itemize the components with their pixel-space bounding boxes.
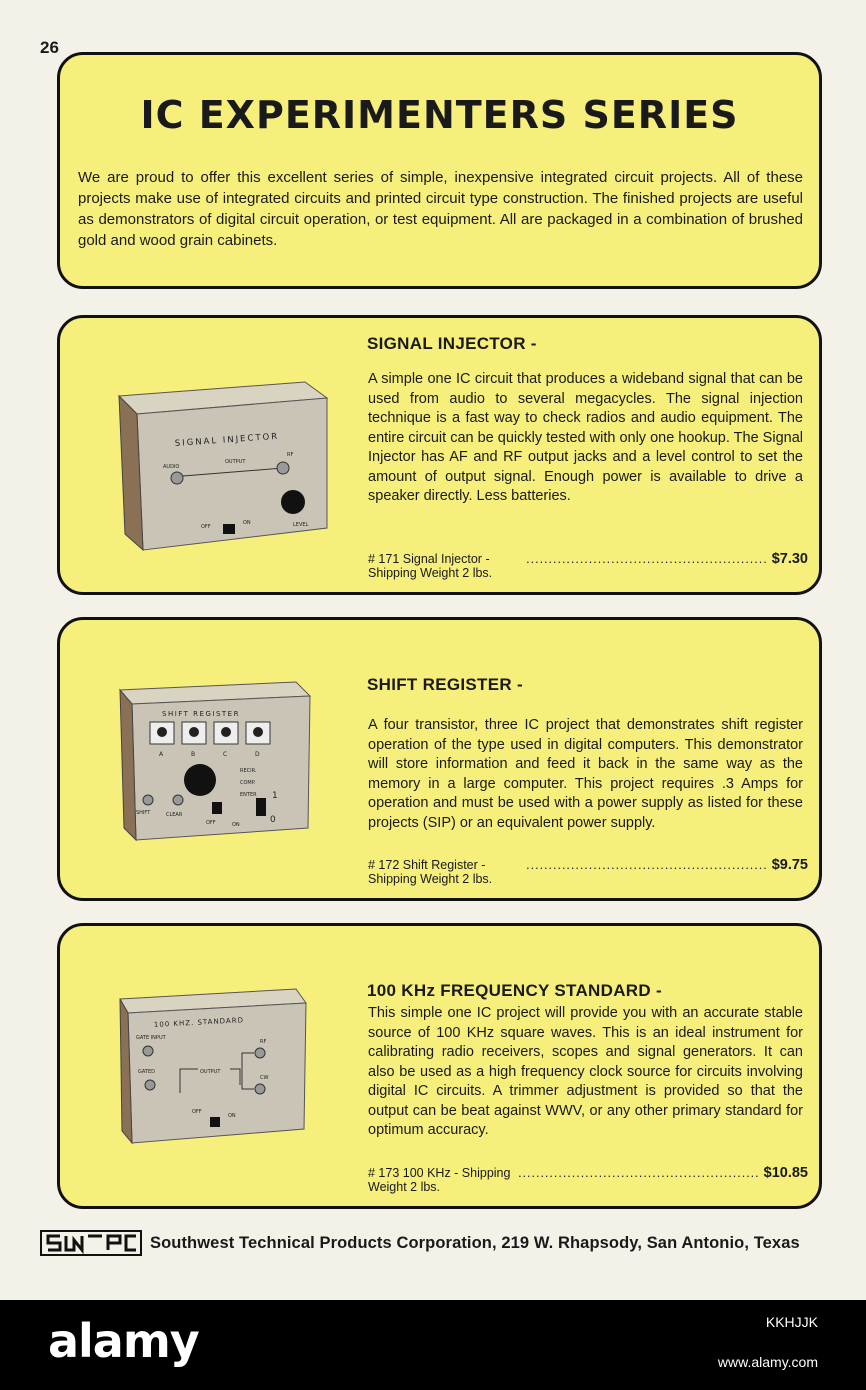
svg-text:OUTPUT: OUTPUT <box>225 459 246 465</box>
svg-text:OUTPUT: OUTPUT <box>200 1069 221 1075</box>
page-number: 26 <box>40 38 59 57</box>
svg-text:ON: ON <box>243 520 251 526</box>
svg-text:RECIR.: RECIR. <box>240 768 257 774</box>
product-description: This simple one IC project will provide you with an accurate stable source of 100 KHz square waves. This is an ideal instrument for calibrating radio receivers, scopes and signal generators. It can also be used as a high frequency clock source for circuits involving digital IC circuits. A trimmer adjustment is provided so that the output can be beat against WWV, or any other primary standard for optimum accuracy. <box>368 1005 803 1138</box>
signal-injector-photo <box>115 368 331 554</box>
product-card-frequency-standard <box>57 923 822 1209</box>
order-line <box>368 857 808 886</box>
svg-text:C: C <box>223 751 228 758</box>
svg-text:LEVEL: LEVEL <box>293 522 309 528</box>
product-title: SIGNAL INJECTOR - <box>367 334 537 353</box>
product-description: A simple one IC circuit that produces a wideband signal that can be used from audio to several megacycles. The signal injection technique is a fast way to check radios and audio equipment. The entire circuit can be quickly tested with only one hookup. The Signal Injector has AF and RF output jacks and a level control to set the amount of output signal. Enough power is available to drive a speaker directly. Less batteries. <box>368 371 803 504</box>
svg-text:CW: CW <box>260 1075 269 1081</box>
product-card-shift-register <box>57 617 822 901</box>
leader-dots: ...................................................... <box>518 1166 760 1180</box>
alamy-logo: alamy <box>48 1314 199 1368</box>
footer <box>40 1226 830 1260</box>
price: $7.30 <box>771 551 808 567</box>
intro-text: We are proud to offer this excellent series of simple, inexpensive integrated circuit projects. All of these projects make use of integrated circuits and printed circuit type construction. The finished projects are useful as demonstrators of digital circuit operation, or test equipment. All are packaged in a combination of brushed gold and wood grain cabinets. <box>78 169 803 249</box>
svg-text:COMP.: COMP. <box>240 780 256 786</box>
svg-text:SHIFT: SHIFT <box>136 810 151 816</box>
shift-register-photo <box>120 668 314 844</box>
intro-panel <box>57 52 822 289</box>
svg-text:RF: RF <box>260 1039 267 1045</box>
price: $10.85 <box>763 1165 808 1181</box>
svg-text:1: 1 <box>272 791 278 801</box>
frequency-standard-photo <box>110 981 310 1156</box>
product-description: A four transistor, three IC project that demonstrates shift register operation of the type used in digital computers. This demonstrator will store information and feed it back in the same way as the memory in a large computer. This project requires .3 Amps for operation and must be used with a power supply as listed for these projects (SIP) or an equivalent power supply. <box>368 717 803 831</box>
svg-text:AUDIO: AUDIO <box>163 464 180 470</box>
svg-text:D: D <box>255 751 260 758</box>
svg-text:ON: ON <box>228 1113 236 1119</box>
svg-text:B: B <box>191 751 196 758</box>
order-info: # 171 Signal Injector - Shipping Weight 2 lbs. <box>368 552 493 580</box>
order-line <box>368 551 808 580</box>
svg-text:100 KHZ. STANDARD: 100 KHZ. STANDARD <box>153 1016 245 1029</box>
svg-text:OFF: OFF <box>206 820 216 826</box>
stock-url: www.alamy.com <box>717 1354 818 1370</box>
order-info: # 173 100 KHz - Shipping Weight 2 lbs. <box>368 1166 511 1194</box>
price: $9.75 <box>771 857 808 873</box>
svg-text:GATE INPUT: GATE INPUT <box>136 1035 166 1041</box>
order-info: # 172 Shift Register - Shipping Weight 2 lbs. <box>368 858 493 886</box>
svg-text:OFF: OFF <box>192 1109 202 1115</box>
product-card-signal-injector <box>57 315 822 595</box>
svg-text:0: 0 <box>270 815 276 825</box>
svg-text:OFF: OFF <box>201 524 211 530</box>
svg-text:A: A <box>159 751 164 758</box>
order-line <box>368 1165 808 1194</box>
svg-text:SHIFT REGISTER: SHIFT REGISTER <box>162 710 240 718</box>
leader-dots: ...................................................... <box>526 552 768 566</box>
svg-text:RF: RF <box>287 452 294 458</box>
stock-banner <box>0 1300 866 1390</box>
svg-text:ON: ON <box>232 822 240 828</box>
svg-text:CLEAR: CLEAR <box>166 812 183 818</box>
image-id: KKHJJK <box>765 1314 818 1330</box>
leader-dots: ...................................................... <box>526 858 768 872</box>
footer-address: Southwest Technical Products Corporation, 219 W. Rhapsody, San Antonio, Texas <box>150 1233 800 1252</box>
device-label: SIGNAL INJECTOR <box>174 431 280 449</box>
series-title: IC EXPERIMENTERS SERIES <box>140 93 739 137</box>
product-title: 100 KHz FREQUENCY STANDARD - <box>367 981 662 1000</box>
svg-text:GATED: GATED <box>138 1069 155 1075</box>
svg-text:ENTER: ENTER <box>240 792 257 798</box>
swtpc-logo-icon <box>40 1228 142 1258</box>
product-title: SHIFT REGISTER - <box>367 675 523 694</box>
